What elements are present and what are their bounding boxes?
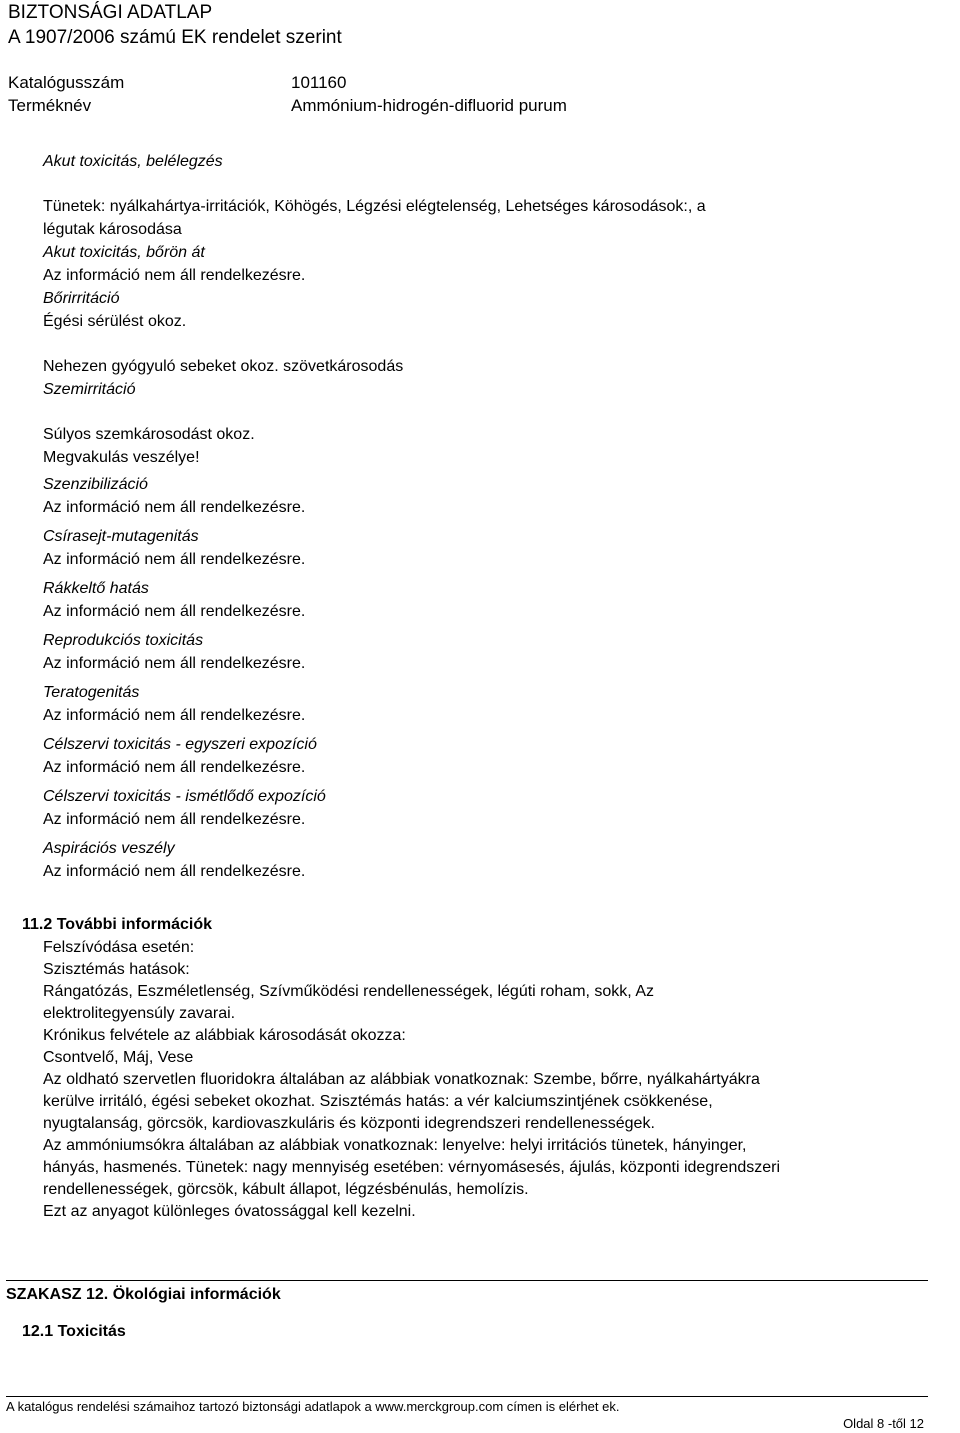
eye-irritation-text-2: Megvakulás veszélye! [43, 449, 200, 466]
catalog-number-label: Katalógusszám [8, 73, 125, 92]
further-info-fluorides: Az oldható szervetlen fluoridokra általában az alábbiak vonatkoznak: Szembe, bőrre, nyálkahártyákra kerülve irritáló, égési sebeket okozhat. Szisztémás hatás: a vér kalciumszintjének csökkenése, nyugtalanság, görcsök, kardiovaszkuláris és központi idegrendszeri rendellenességek. [43, 1071, 760, 1132]
mutagenicity-text: Az információ nem áll rendelkezésre. [43, 551, 306, 568]
acute-dermal-text: Az információ nem áll rendelkezésre. [43, 267, 306, 284]
further-info-heading: 11.2 További információk [22, 916, 212, 933]
product-name-label: Terméknév [8, 96, 92, 115]
section-divider [6, 1280, 928, 1281]
stot-single-heading: Célszervi toxicitás - egyszeri expozíció [43, 736, 317, 753]
document-title: BIZTONSÁGI ADATLAP [8, 2, 213, 23]
toxicology-block [43, 150, 943, 883]
footer-divider [6, 1396, 928, 1397]
mutagenicity-heading: Csírasejt-mutagenitás [43, 528, 199, 545]
skin-irritation-text-2: Nehezen gyógyuló sebeket okoz. szövetkárosodás [43, 358, 404, 375]
footer-note: A katalógus rendelési számaihoz tartozó biztonsági adatlapok a www.merckgroup.com címen is elérhet ek. [6, 1399, 620, 1414]
document-subtitle: A 1907/2006 számú EK rendelet szerint [8, 27, 342, 48]
further-info-block [43, 937, 783, 1223]
carcinogenicity-text: Az információ nem áll rendelkezésre. [43, 603, 306, 620]
further-info-handling: Ezt az anyagot különleges óvatossággal kell kezelni. [43, 1203, 416, 1220]
teratogenicity-heading: Teratogenitás [43, 684, 140, 701]
further-info-chronic: Krónikus felvétele az alábbiak károsodását okozza: [43, 1027, 406, 1044]
further-info-target-organs: Csontvelő, Máj, Vese [43, 1049, 194, 1066]
skin-irritation-heading: Bőrirritáció [43, 290, 120, 307]
sensitisation-text: Az információ nem áll rendelkezésre. [43, 499, 306, 516]
further-info-absorption: Felszívódása esetén: [43, 939, 195, 956]
aspiration-hazard-text: Az információ nem áll rendelkezésre. [43, 863, 306, 880]
aspiration-hazard-heading: Aspirációs veszély [43, 840, 175, 857]
reproductive-toxicity-text: Az információ nem áll rendelkezésre. [43, 655, 306, 672]
catalog-number-value: 101160 [291, 73, 347, 92]
acute-inhalation-text-2: légutak károsodása [43, 221, 182, 238]
acute-inhalation-text-1: Tünetek: nyálkahártya-irritációk, Köhögés, Légzési elégtelenség, Lehetséges károsodások:, a [43, 198, 706, 215]
further-info-ammonium-salts: Az ammóniumsókra általában az alábbiak vonatkoznak: lenyelve: helyi irritációs tünetek, hányinger, hányás, hasmenés. Tünetek: nagy mennyiség esetében: vérnyomásesés, ájulás, központi idegrendszeri rendellenességek, görcsök, kábult állapot, légzésbénulás, hemolízis. [43, 1137, 781, 1198]
section-12-heading: SZAKASZ 12. Ökológiai információk [6, 1286, 281, 1303]
acute-dermal-heading: Akut toxicitás, bőrön át [43, 244, 205, 261]
teratogenicity-text: Az információ nem áll rendelkezésre. [43, 707, 306, 724]
stot-repeated-heading: Célszervi toxicitás - ismétlődő expozíció [43, 788, 326, 805]
eye-irritation-heading: Szemirritáció [43, 381, 136, 398]
skin-irritation-text-1: Égési sérülést okoz. [43, 313, 187, 330]
further-info-systemic-label: Szisztémás hatások: [43, 961, 190, 978]
product-name-value: Ammónium-hidrogén-difluorid purum [291, 96, 567, 115]
acute-inhalation-heading: Akut toxicitás, belélegzés [43, 153, 223, 170]
eye-irritation-text-1: Súlyos szemkárosodást okoz. [43, 426, 255, 443]
carcinogenicity-heading: Rákkeltő hatás [43, 580, 149, 597]
page-number: Oldal 8 -től 12 [843, 1416, 924, 1431]
sensitisation-heading: Szenzibilizáció [43, 476, 148, 493]
stot-single-text: Az információ nem áll rendelkezésre. [43, 759, 306, 776]
stot-repeated-text: Az információ nem áll rendelkezésre. [43, 811, 306, 828]
further-info-systemic-effects: Rángatózás, Eszméletlenség, Szívműködési rendellenességek, légúti roham, sokk, Az elektrolitegyensúly zavarai. [43, 983, 654, 1022]
reproductive-toxicity-heading: Reprodukciós toxicitás [43, 632, 204, 649]
toxicity-subheading: 12.1 Toxicitás [22, 1323, 126, 1340]
